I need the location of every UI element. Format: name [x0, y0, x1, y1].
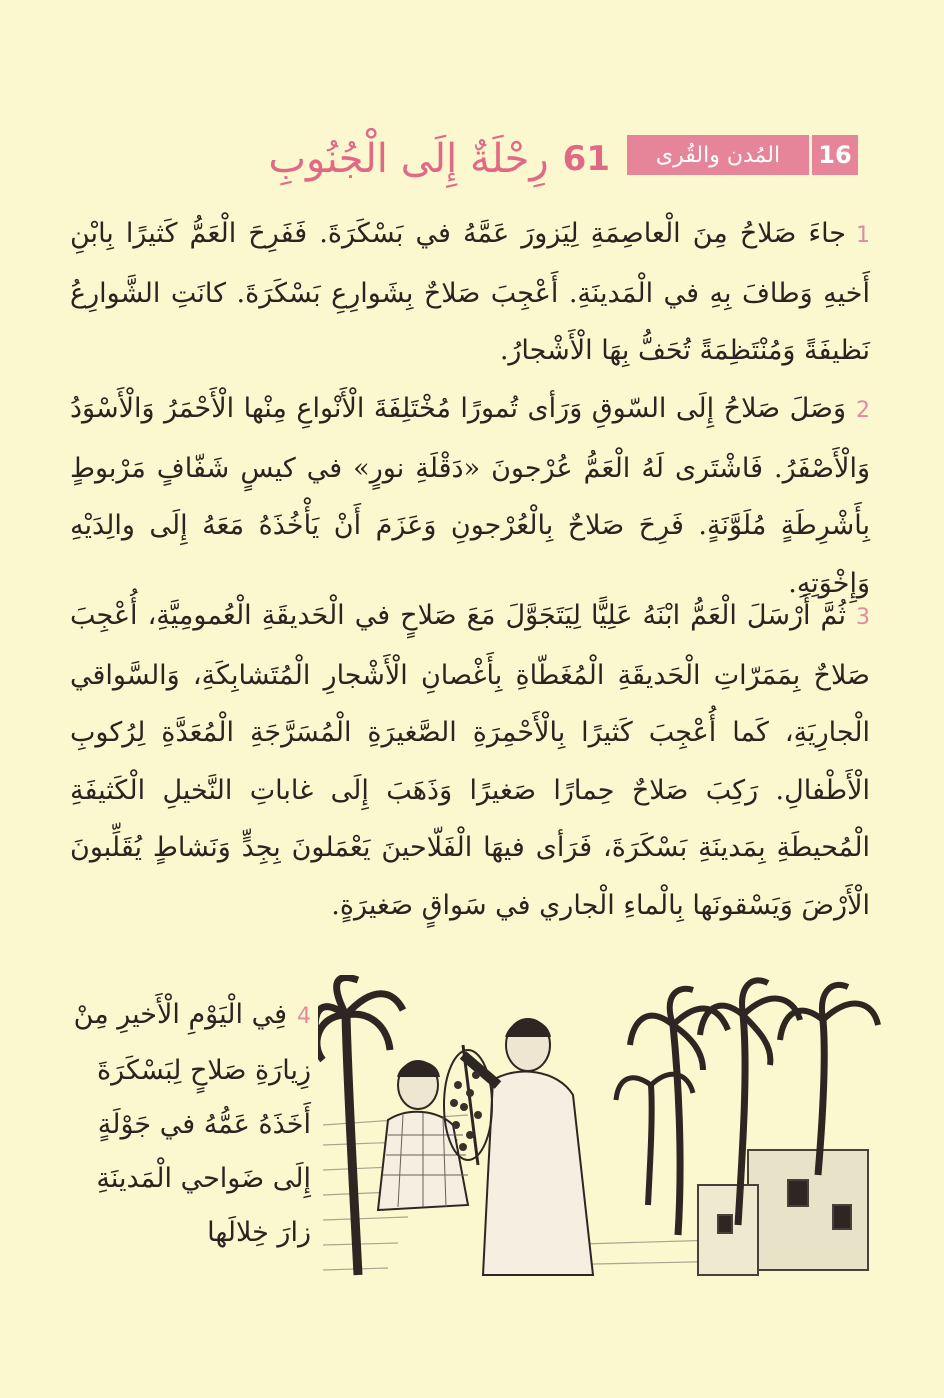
lesson-number: 61 — [562, 139, 610, 179]
unit-name: المُدن والقُرى — [655, 142, 781, 168]
illustration-palm-grove — [318, 975, 884, 1285]
paragraph-number: 2 — [856, 398, 871, 423]
paragraph-number: 1 — [856, 223, 870, 248]
paragraph-text: جاءَ صَلاحُ مِنَ الْعاصِمَةِ لِيَزورَ عَمَّهُ في بَسْكَرَةَ. فَفَرِحَ الْعَمُّ كَثيرًا بِابْنِ أَخيهِ وَطافَ بِهِ في الْمَدينَةِ. أَعْجِبَ صَلاحٌ بِشَوارِعِ بَسْكَرَةَ. كانَتِ الشَّوارِعُ نَظيفَةً وَمُنْتَظِمَةً تُحَفُّ بِهَا الْأَشْجارُ. — [70, 218, 871, 366]
lesson-title-text: رِحْلَةٌ إِلَى الْجُنُوبِ — [268, 136, 549, 182]
paragraph-text: وَصَلَ صَلاحُ إِلَى السّوقِ وَرَأى تُمورًا مُخْتَلِفَةَ الْأَنْواعِ مِنْها الْأَحْمَرُ وَالْأَسْوَدُ وَالْأَصْفَرُ. فَاشْتَرى لَهُ الْعَمُّ عُرْجونَ «دَقْلَةِ نورٍ» في كيسٍ شَفّافٍ مَرْبوطٍ بِأَشْرِطَةٍ مُلَوَّنَةٍ. فَرِحَ صَلاحٌ بِالْعُرْجونِ وَعَزَمَ أَنْ يَأْخُذَهُ مَعَهُ إِلَى والِدَيْهِ وَإِخْوَتِهِ. — [70, 393, 870, 599]
paragraph-text: ثُمَّ أَرْسَلَ الْعَمُّ ابْنَهُ عَلِيًّا لِيَتَجَوَّلَ مَعَ صَلاحٍ في الْحَديقَةِ الْعُمومِيَّةِ، أُعْجِبَ صَلاحٌ بِمَمَرّاتِ الْحَديقَةِ الْمُغَطّاةِ بِأَغْصانِ الْأَشْجارِ الْمُتَشابِكَةِ، وَالسَّواقي الْجارِيَةِ، كَما أُعْجِبَ كَثيرًا بِالْأَحْمِرَةِ الصَّغيرَةِ الْمُسَرَّجَةِ الْمُعَدَّةِ لِرُكوبِ الْأَطْفالِ. رَكِبَ صَلاحٌ حِمارًا صَغيرًا وَذَهَبَ إِلَى غاباتِ النَّخيلِ الْكَثيفَةِ الْمُحيطَةِ بِمَدينَةِ بَسْكَرَةَ، فَرَأى فيهَا الْفَلّاحينَ يَعْمَلونَ بِجِدٍّ وَنَشاطٍ يُقَلِّبونَ الْأَرْضَ وَيَسْقونَها بِالْماءِ الْجاري في سَواقٍ صَغيرَةٍ. — [70, 600, 870, 921]
paragraph-number: 3 — [856, 605, 870, 630]
paragraph-number: 4 — [297, 1004, 311, 1029]
paragraph-2 — [70, 380, 870, 612]
paragraph-1 — [70, 205, 870, 380]
paragraph-3 — [70, 587, 870, 934]
unit-number: 16 — [809, 135, 858, 175]
paragraph-4 — [66, 988, 311, 1260]
unit-tag — [627, 135, 858, 175]
paragraph-text: فِي الْيَوْمِ الْأَخيرِ مِنْ زِيارَةِ صَلاحٍ لِبَسْكَرَةَ أَخَذَهُ عَمُّهُ في جَوْلَةٍ إِلَى ضَواحي الْمَدينَةِ زارَ خِلالَها — [73, 999, 311, 1248]
lesson-title — [230, 128, 610, 190]
